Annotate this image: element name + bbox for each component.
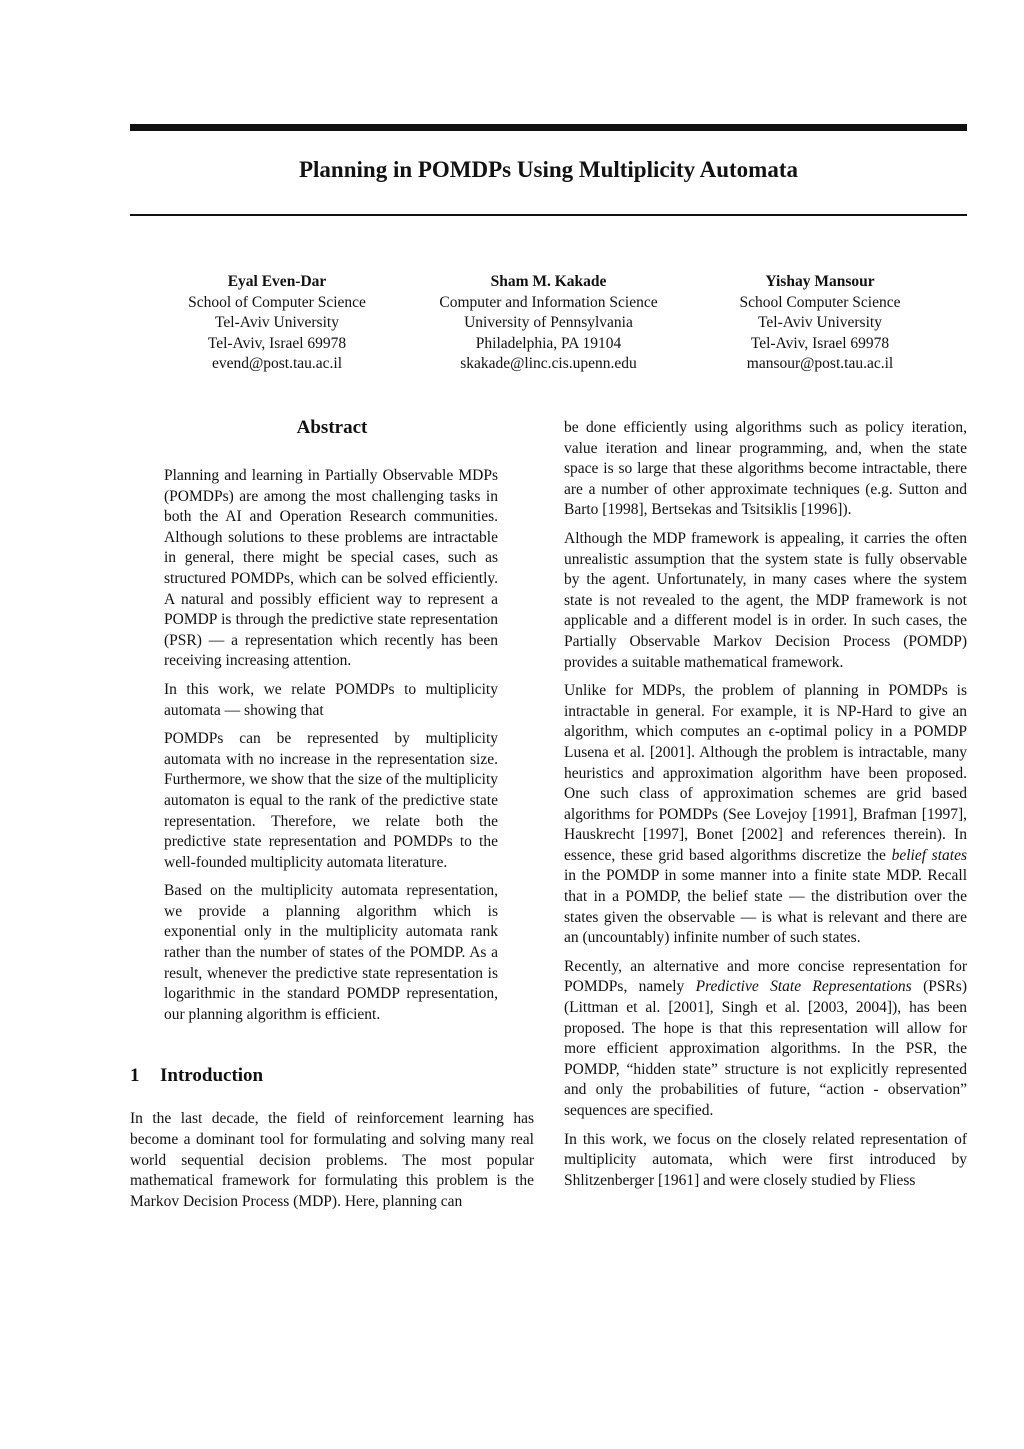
section-title: Introduction	[160, 1065, 264, 1087]
abstract-body	[130, 466, 534, 1025]
author-addr: Tel-Aviv, Israel 69978	[750, 334, 890, 352]
author-addr: Philadelphia, PA 19104	[475, 334, 622, 352]
author-dept: School of Computer Science	[188, 293, 366, 311]
author-dept: Computer and Information Science	[439, 293, 658, 311]
title-bottom-rule	[130, 214, 967, 216]
author-2	[414, 272, 684, 375]
abstract-paragraph: Based on the multiplicity automata representation, we provide a planning algorithm which is exponential only in the multiplicity automata rank rather than the number of states of the POMDP. As a result, whenever the predictive state representation is logarithmic in the standard POMDP representation, our planning algorithm is efficient.	[164, 882, 498, 1023]
author-addr: Tel-Aviv, Israel 69978	[207, 334, 347, 352]
paper-title: Planning in POMDPs Using Multiplicity Automata	[298, 157, 798, 182]
author-email: skakade@linc.cis.upenn.edu	[460, 355, 637, 372]
intro-paragraph: Although the MDP framework is appealing, it carries the often unrealistic assumption that the system state is fully observable by the agent. Unfortunately, in many cases where the system state is not revealed to the agent, the MDP framework is not applicable and a different model is in order. In such cases, the Partially Observable Markov Decision Process (POMDP) provides a suitable mathematical framework.	[564, 529, 967, 671]
author-univ: Tel-Aviv University	[758, 314, 882, 331]
section-number: 1	[130, 1065, 140, 1087]
emphasis-text: belief states	[891, 846, 967, 864]
author-univ: University of Pennsylvania	[464, 314, 633, 331]
intro-paragraph	[564, 957, 967, 1122]
text-run: in the POMDP in some manner into a finite state MDP. Recall that in a POMDP, the belief state — the distribution over the states given the observable — is what is relevant and there are an (uncountably) infinite number of such states.	[564, 867, 967, 947]
abstract-paragraph: POMDPs can be represented by multiplicity automata with no increase in the representation size. Furthermore, we show that the size of the multiplicity automaton is equal to the rank of the predictive state representation. Therefore, we relate both the predictive state representation and POMDPs to the well-founded multiplicity automata literature.	[164, 730, 498, 871]
text-run: Unlike for MDPs, the problem of planning in POMDPs is intractable in general. For example, it is NP-Hard to give an algorithm, which computes an ϵ-optimal policy in a POMDP Lusena et al. [2001]. Although the problem is intractable, many heuristics and approximation algorithm have been proposed. One such class of approximation schemes are grid based algorithms for POMDPs (See Lovejoy [1991], Brafman [1997], Hauskrecht [1997], Bonet [2002] and references therein). In essence, these grid based algorithms discretize the	[564, 682, 967, 864]
abstract-paragraph: Planning and learning in Partially Observable MDPs (POMDPs) are among the most challenging tasks in both the AI and Operation Research communities. Although solutions to these problems are intractable in general, there might be special cases, such as structured POMDPs, which can be solved efficiently. A natural and possibly efficient way to represent a POMDP is through the predictive state representation (PSR) — a representation which recently has been receiving increasing attention.	[164, 467, 498, 670]
author-name: Yishay Mansour	[765, 273, 875, 290]
emphasis-text: Predictive State Representations	[695, 978, 912, 996]
author-name: Sham M. Kakade	[490, 273, 607, 290]
author-1	[162, 272, 392, 375]
intro-paragraph: In the last decade, the field of reinforcement learning has become a dominant tool for formulating and solving many real world sequential decision problems. The most popular mathematical framework for formulating this problem is the Markov Decision Process (MDP). Here, planning can	[130, 1110, 534, 1210]
right-column	[564, 418, 967, 1199]
left-column	[130, 414, 534, 1220]
author-dept: School Computer Science	[739, 293, 901, 311]
author-3	[705, 272, 935, 375]
author-email: evend@post.tau.ac.il	[211, 355, 343, 372]
abstract-heading: Abstract	[296, 417, 368, 438]
intro-paragraph: be done efficiently using algorithms such as policy iteration, value iteration and linear programming, and, when the state space is so large that these algorithms become intractable, there are a number of other approximate techniques (e.g. Sutton and Barto [1998], Bertsekas and Tsitsiklis [1996]).	[564, 419, 967, 519]
intro-paragraph: In this work, we focus on the closely related representation of multiplicity automata, which were first introduced by Shlitzenberger [1961] and were closely studied by Fliess	[564, 1130, 967, 1189]
text-run: (PSRs) (Littman et al. [2001], Singh et al. [2003, 2004]), has been proposed. The hope is that this representation will allow for more efficient approximation algorithms. In the PSR, the POMDP, “hidden state” structure is not explicitly represented and only the probabilities of future, “action - observation” sequences are specified.	[564, 978, 967, 1119]
author-email: mansour@post.tau.ac.il	[746, 355, 894, 372]
text-run: Recently, an alternative and more concise representation for POMDPs, namely	[564, 957, 967, 996]
author-name: Eyal Even-Dar	[227, 273, 327, 290]
title-top-rule	[130, 124, 967, 131]
abstract-paragraph: In this work, we relate POMDPs to multiplicity automata — showing that	[164, 680, 498, 719]
author-univ: Tel-Aviv University	[215, 314, 339, 331]
intro-paragraph	[564, 681, 967, 949]
section-heading-introduction	[130, 1063, 534, 1089]
author-block	[130, 272, 967, 375]
